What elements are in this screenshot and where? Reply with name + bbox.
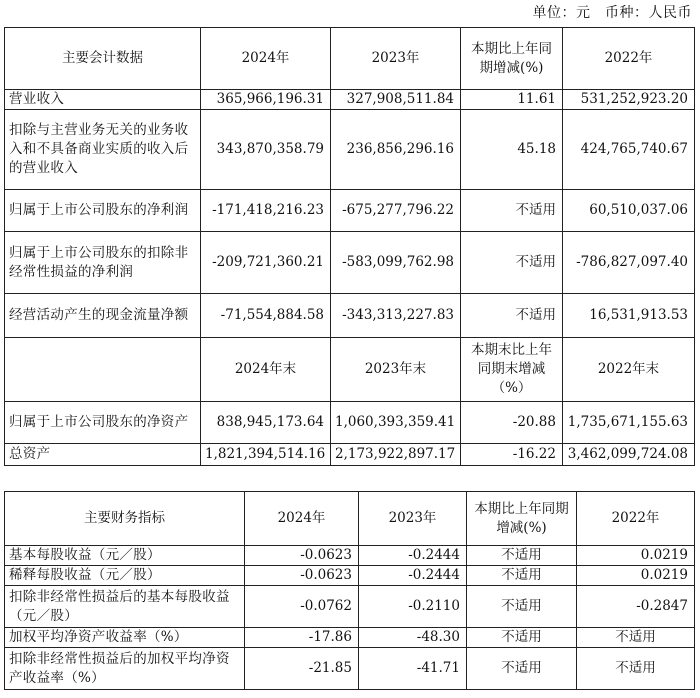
value-cell: 不适用 [461, 294, 563, 338]
value-cell: -21.85 [245, 648, 359, 690]
table-row [5, 402, 695, 444]
header-cell: 2022年 [577, 492, 695, 546]
value-cell: -41.71 [359, 648, 467, 690]
table-header-row [5, 492, 695, 546]
value-cell: 16,531,913.53 [563, 294, 695, 338]
value-cell: 531,252,923.20 [563, 90, 695, 110]
value-cell: 2,173,922,897.17 [331, 444, 461, 466]
header-cell: 2023年末 [331, 338, 461, 402]
value-cell: 365,966,196.31 [201, 90, 331, 110]
row-label: 扣除与主营业务无关的业务收入和不具备商业实质的收入后的营业收入 [5, 110, 201, 190]
header-cell: 2022年 [563, 28, 695, 90]
value-cell: 1,735,671,155.63 [563, 402, 695, 444]
table-row [5, 110, 695, 190]
row-label: 经营活动产生的现金流量净额 [5, 294, 201, 338]
value-cell: -343,313,227.83 [331, 294, 461, 338]
table-header-row [5, 28, 695, 90]
header-cell: 本期末比上年同期末增减（%） [461, 338, 563, 402]
accounting-data-table [4, 27, 695, 466]
value-cell: 不适用 [467, 628, 577, 648]
header-cell: 2024年 [245, 492, 359, 546]
value-cell: 不适用 [577, 628, 695, 648]
table-row [5, 566, 695, 586]
value-cell: 11.61 [461, 90, 563, 110]
value-cell: 不适用 [467, 586, 577, 628]
value-cell: 838,945,173.64 [201, 402, 331, 444]
row-label: 归属于上市公司股东的净资产 [5, 402, 201, 444]
value-cell: -0.2444 [359, 546, 467, 566]
value-cell: 不适用 [461, 232, 563, 294]
value-cell: -0.2110 [359, 586, 467, 628]
value-cell: 1,821,394,514.16 [201, 444, 331, 466]
header-cell: 2023年 [331, 28, 461, 90]
header-cell [5, 338, 201, 402]
row-label: 总资产 [5, 444, 201, 466]
value-cell: 0.0219 [577, 546, 695, 566]
value-cell: -20.88 [461, 402, 563, 444]
value-cell: 45.18 [461, 110, 563, 190]
header-cell: 主要会计数据 [5, 28, 201, 90]
row-label: 归属于上市公司股东的扣除非经常性损益的净利润 [5, 232, 201, 294]
value-cell: -209,721,360.21 [201, 232, 331, 294]
row-label: 基本每股收益（元／股） [5, 546, 245, 566]
value-cell: -48.30 [359, 628, 467, 648]
row-label: 扣除非经常性损益后的加权平均净资产收益率（%） [5, 648, 245, 690]
value-cell: 不适用 [467, 566, 577, 586]
header-cell: 2024年 [201, 28, 331, 90]
value-cell: -675,277,796.22 [331, 190, 461, 232]
row-label: 归属于上市公司股东的净利润 [5, 190, 201, 232]
value-cell: -16.22 [461, 444, 563, 466]
value-cell: -0.2444 [359, 566, 467, 586]
value-cell: 不适用 [467, 648, 577, 690]
value-cell: 3,462,099,724.08 [563, 444, 695, 466]
table-row [5, 444, 695, 466]
header-cell: 2023年 [359, 492, 467, 546]
table-row [5, 586, 695, 628]
value-cell: 424,765,740.67 [563, 110, 695, 190]
header-cell: 2024年末 [201, 338, 331, 402]
value-cell: -71,554,884.58 [201, 294, 331, 338]
value-cell: 343,870,358.79 [201, 110, 331, 190]
header-cell: 主要财务指标 [5, 492, 245, 546]
value-cell: 0.0219 [577, 566, 695, 586]
value-cell: 1,060,393,359.41 [331, 402, 461, 444]
financial-indicators-table [4, 491, 695, 690]
row-label: 扣除非经常性损益后的基本每股收益（元／股） [5, 586, 245, 628]
value-cell: -0.0623 [245, 566, 359, 586]
table-row [5, 190, 695, 232]
value-cell: -786,827,097.40 [563, 232, 695, 294]
table-row [5, 90, 695, 110]
value-cell: 不适用 [467, 546, 577, 566]
value-cell: 不适用 [577, 648, 695, 690]
value-cell: -17.86 [245, 628, 359, 648]
table-row [5, 546, 695, 566]
header-cell: 2022年末 [563, 338, 695, 402]
table-subheader-row [5, 338, 695, 402]
table-row [5, 294, 695, 338]
header-cell: 本期比上年同期增减(%) [467, 492, 577, 546]
value-cell: 60,510,037.06 [563, 190, 695, 232]
value-cell: -171,418,216.23 [201, 190, 331, 232]
row-label: 营业收入 [5, 90, 201, 110]
table-row [5, 232, 695, 294]
value-cell: 不适用 [461, 190, 563, 232]
value-cell: -583,099,762.98 [331, 232, 461, 294]
row-label: 稀释每股收益（元／股） [5, 566, 245, 586]
value-cell: -0.2847 [577, 586, 695, 628]
row-label: 加权平均净资产收益率（%） [5, 628, 245, 648]
value-cell: -0.0623 [245, 546, 359, 566]
value-cell: 236,856,296.16 [331, 110, 461, 190]
value-cell: -0.0762 [245, 586, 359, 628]
table-row [5, 628, 695, 648]
header-cell: 本期比上年同期增减(%) [461, 28, 563, 90]
table-row [5, 648, 695, 690]
value-cell: 327,908,511.84 [331, 90, 461, 110]
unit-currency-note: 单位：元 币种：人民币 [532, 5, 692, 21]
